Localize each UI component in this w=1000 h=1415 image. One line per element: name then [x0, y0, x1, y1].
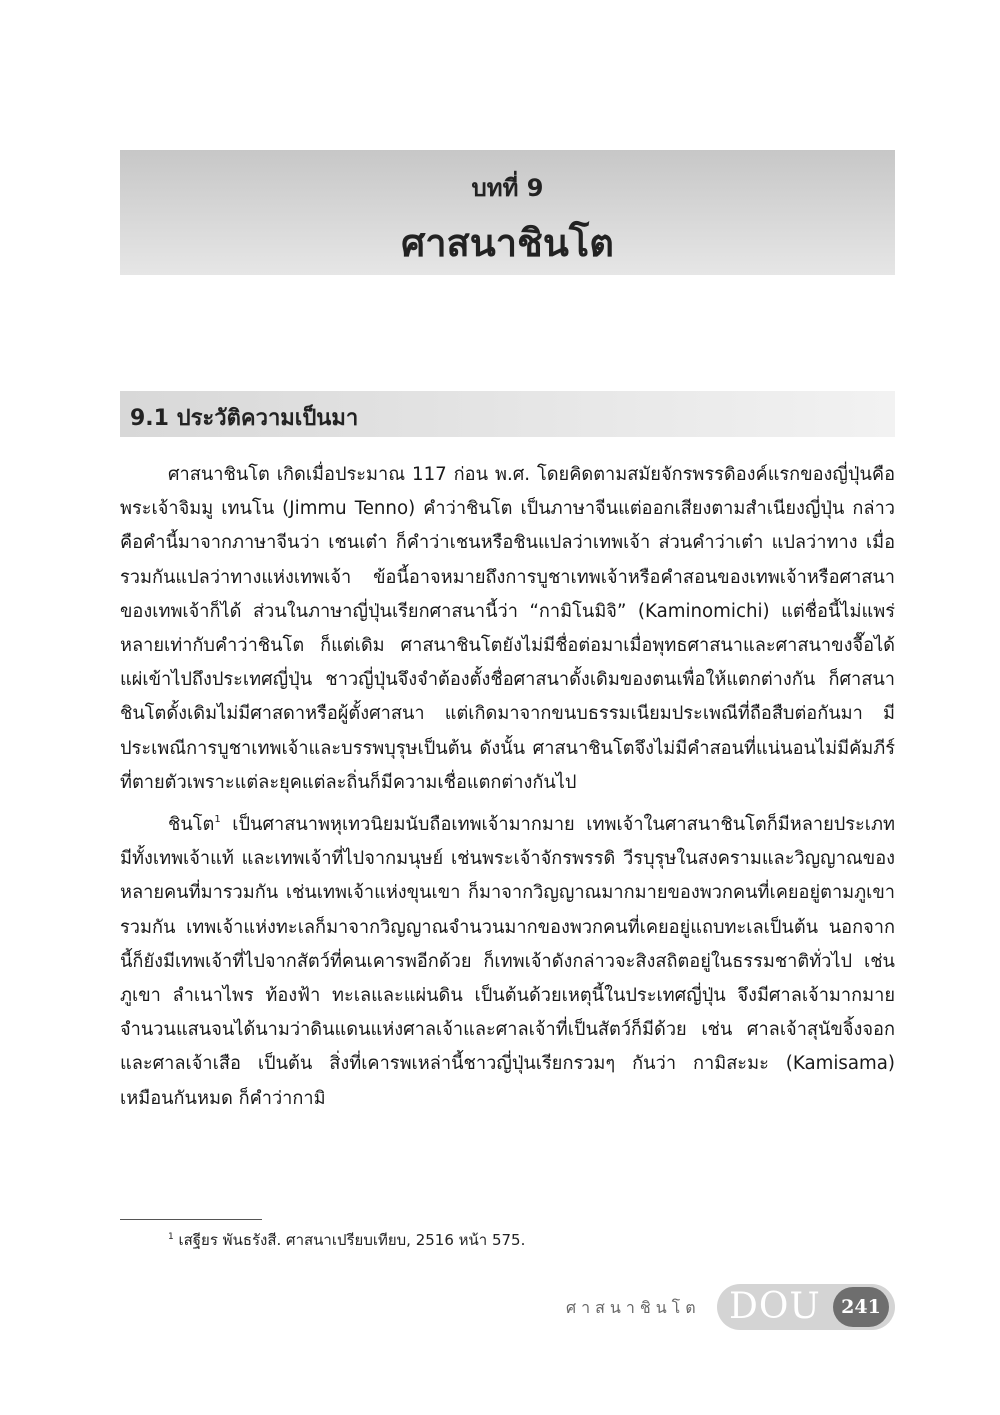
- footnote: [168, 1228, 525, 1252]
- dou-badge: [717, 1284, 895, 1330]
- footnote-divider: [120, 1219, 262, 1220]
- footnote-marker: 1: [168, 1232, 174, 1242]
- chapter-number: บทที่ 9: [471, 174, 544, 202]
- footnote-text: เสฐียร พันธรังสี. ศาสนาเปรียบเทียบ, 2516 หน้า 575.: [173, 1231, 526, 1249]
- section-heading: [120, 391, 895, 437]
- paragraph-2-lead: ชินโต: [168, 814, 215, 836]
- running-title: ศาสนาชินโต: [566, 1298, 701, 1317]
- footnote-reference: 1: [214, 814, 221, 826]
- body-text: [120, 458, 895, 1116]
- chapter-banner: [120, 150, 895, 275]
- paragraph-2-rest: เป็นศาสนาพหุเทวนิยมนับถือเทพเจ้ามากมาย เทพเจ้าในศาสนาชินโตก็มีหลายประเภท มีทั้งเทพเจ้าแท้ และเทพเจ้าที่ไปจากมนุษย์ เช่นพระเจ้าจักรพรรดิ วีรบุรุษในสงครามและวิญญาณของหลายคนที่มารวมกัน เช่นเทพเจ้าแห่งขุนเขา ก็มาจากวิญญาณมากมายของพวกคนที่เคยอยู่ตามภูเขารวมกัน เทพเจ้าแห่งทะเลก็มาจากวิญญาณจำนวนมากของพวกคนที่เคยอยู่แถบทะเลเป็นต้น นอกจากนี้ก็ยังมีเทพเจ้าที่ไปจากสัตว์ที่คนเคารพอีกด้วย ก็เทพเจ้าดังกล่าวจะสิงสถิตอยู่ในธรรมชาติทั่วไป เช่น ภูเขา ลำเนาไพร ท้องฟ้า ทะเลและแผ่นดิน เป็นต้นด้วยเหตุนี้ในประเทศญี่ปุ่น จึงมีศาลเจ้ามากมายจำนวนแสนจนได้นามว่าดินแดนแห่งศาลเจ้าและศาลเจ้าที่เป็นสัตว์ก็มีด้วย เช่น ศาลเจ้าสุนัขจิ้งจอก และศาลเจ้าเสือ เป็นต้น สิ่งที่เคารพเหล่านี้ชาวญี่ปุ่นเรียกรวมๆ กันว่า กามิสะมะ (Kamisama) เหมือนกันหมด ก็คำว่ากามิ: [120, 814, 895, 1109]
- chapter-title: ศาสนาชินโต: [401, 221, 614, 265]
- page-number: 241: [833, 1287, 889, 1327]
- paragraph-2: [120, 808, 895, 1116]
- paragraph-1: ศาสนาชินโต เกิดเมื่อประมาณ 117 ก่อน พ.ศ. โดยคิดตามสมัยจักรพรรดิองค์แรกของญี่ปุ่นคือ พระเจ้าจิมมู เทนโน (Jimmu Tenno) คำว่าชินโต เป็นภาษาจีนแต่ออกเสียงตามสำเนียงญี่ปุ่น กล่าวคือคำนี้มาจากภาษาจีนว่า เชนเต๋า ก็คำว่าเชนหรือชินแปลว่าเทพเจ้า ส่วนคำว่าเต๋า แปลว่าทาง เมื่อรวมกันแปลว่าทางแห่งเทพเจ้า ข้อนี้อาจหมายถึงการบูชาเทพเจ้าหรือคำสอนของเทพเจ้าหรือศาสนาของเทพเจ้าก็ได้ ส่วนในภาษาญี่ปุ่นเรียกศาสนานี้ว่า “กามิโนมิจิ” (Kaminomichi) แต่ชื่อนี้ไม่แพร่หลายเท่ากับคำว่าชินโต ก็แต่เดิม ศาสนาชินโตยังไม่มีชื่อต่อมาเมื่อพุทธศาสนาและศาสนาขงจื๊อได้แผ่เข้าไปถึงประเทศญี่ปุ่น ชาวญี่ปุ่นจึงจำต้องตั้งชื่อศาสนาดั้งเดิมของตนเพื่อให้แตกต่างกัน ก็ศาสนาชินโตดั้งเดิมไม่มีศาสดาหรือผู้ตั้งศาสนา แต่เกิดมาจากขนบธรรมเนียมประเพณีที่ถือสืบต่อกันมา มีประเพณีการบูชาเทพเจ้าและบรรพบุรุษเป็นต้น ดังนั้น ศาสนาชินโตจึงไม่มีคำสอนที่แน่นอนไม่มีคัมภีร์ที่ตายตัวเพราะแต่ละยุคแต่ละถิ่นก็มีความเชื่อแตกต่างกันไป: [120, 464, 895, 793]
- section-heading-text: 9.1 ประวัติความเป็นมา: [130, 406, 359, 431]
- dou-logo: DOU: [729, 1286, 821, 1327]
